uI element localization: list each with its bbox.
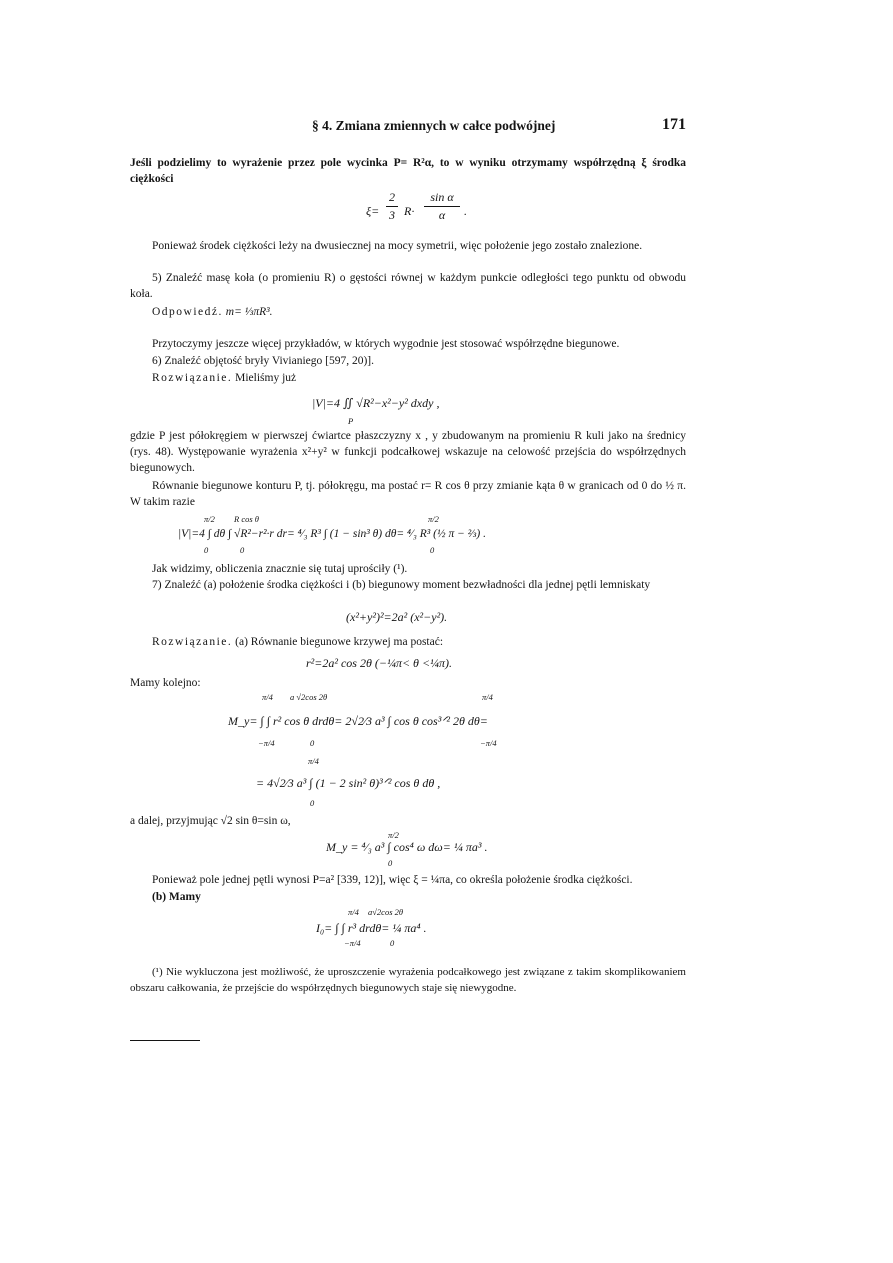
footnote: (¹) Nie wykluczona jest możliwość, że uproszczenie wyrażenia podcałkowego jest związane z takim skomplikowaniem obszaru całkowania, że przejście do współrzędnych biegunowych staje się niewygodne. [130, 966, 686, 994]
limit-lower: −π/4 [480, 738, 497, 748]
solution-label: Rozwiązanie. [152, 636, 233, 648]
answer-line [130, 304, 686, 320]
paragraph-8: Jak widzimy, obliczenia znacznie się tutaj uprościły (¹). [152, 563, 408, 575]
answer-label: Odpowiedź. [152, 306, 223, 318]
limit-upper: π/2 [428, 514, 439, 524]
xi-lhs: ξ= [366, 204, 380, 218]
equation-my-line-2: = 4√2⁄3 a³ ∫ (1 − 2 sin² θ)³ᐟ² cos θ dθ , [256, 776, 441, 790]
limit-upper: π/2 [204, 514, 215, 524]
limit-lower: 0 [310, 738, 315, 748]
fraction-numerator: 2 [389, 190, 395, 204]
solution-line-1 [130, 370, 686, 386]
xi-middle: R· [404, 204, 415, 218]
limit-upper: a √2cos 2θ [290, 692, 328, 702]
limit-lower: 0 [310, 798, 315, 808]
equation-my-line-1: M_y= ∫ ∫ r² cos θ drdθ= 2√2⁄3 a³ ∫ cos θ cos³ᐟ² 2θ dθ= [228, 714, 488, 728]
fraction-two-thirds [386, 190, 398, 223]
answer-value: m= ⅓πR³. [225, 306, 273, 318]
paragraph-12: Ponieważ pole jednej pętli wynosi P=a² [339, 12)], więc ξ = ¼πa, co określa położenie środka ciężkości. [152, 874, 633, 886]
limit-upper: a√2cos 2θ [368, 907, 404, 917]
fraction-numerator: sin α [430, 190, 454, 204]
solution-text: Mieliśmy już [235, 372, 297, 384]
paragraph-5: 6) Znaleźć objętość bryły Vivianiego [597, 20)]. [152, 355, 375, 367]
limit-lower: 0 [204, 545, 209, 555]
solution-line-2 [130, 634, 686, 650]
footnote-rule [130, 1040, 200, 1041]
equation-volume-def: |V|=4 ∬ √R²−x²−y² dxdy , [312, 396, 440, 410]
limit-lower: 0 [430, 545, 435, 555]
limit-upper: R cos θ [234, 514, 259, 524]
equation-my-line-3: M_y = ⁴⁄₃ a³ ∫ cos⁴ ω dω= ¼ πa³ . [326, 840, 488, 854]
solution-text: (a) Równanie biegunowe krzywej ma postać: [235, 636, 444, 648]
equation-xi [366, 190, 496, 232]
running-header [130, 118, 686, 138]
xi-end: . [464, 204, 467, 218]
limit-upper: π/4 [482, 692, 493, 702]
limit-upper: π/4 [308, 756, 319, 766]
fraction-denominator: 3 [389, 208, 395, 222]
limit-lower: −π/4 [344, 938, 361, 948]
page-number: 171 [662, 116, 686, 133]
limit-upper: π/4 [348, 907, 359, 917]
paragraph-11: a dalej, przyjmując √2 sin θ=sin ω, [130, 815, 291, 827]
equation-i0: I₀= ∫ ∫ r³ drdθ= ¼ πa⁴ . [316, 921, 427, 935]
equation-polar-curve: r²=2a² cos 2θ (−¼π< θ <¼π). [306, 656, 453, 670]
running-title: § 4. Zmiana zmiennych w całce podwójnej [312, 118, 556, 133]
paragraph-4: Przytoczymy jeszcze więcej przykładów, w których wygodnie jest stosować współrzędne biegunowe. [152, 338, 620, 350]
paragraph-10: Mamy kolejno: [130, 677, 201, 689]
paragraph-9: 7) Znaleźć (a) położenie środka ciężkości i (b) biegunowy moment bezwładności dla jednej pętli lemniskaty [152, 579, 651, 591]
limit-lower: 0 [240, 545, 245, 555]
paragraph-1: Jeśli podzielimy to wyrażenie przez pole wycinka P= R²α, to w wyniku otrzymamy współrzędną ξ środka ciężkości [130, 157, 686, 185]
fraction-denominator: α [438, 208, 446, 222]
paragraph-13: (b) Mamy [152, 891, 201, 903]
limit-lower: −π/4 [258, 738, 275, 748]
limit-upper: π/2 [388, 830, 399, 840]
equation-lemniscate: (x²+y²)²=2a² (x²−y²). [346, 610, 448, 624]
limit-upper: π/4 [262, 692, 273, 702]
equation-volume-domain: P [348, 416, 354, 426]
limit-lower: 0 [388, 858, 393, 868]
equation-volume-polar: |V|=4 ∫ dθ ∫ √R²−r²·r dr= ⁴⁄₃ R³ ∫ (1 − sin³ θ) dθ= ⁴⁄₃ R³ (½ π − ⅔) . [178, 528, 486, 540]
paragraph-3: 5) Znaleźć masę koła (o promieniu R) o gęstości równej w każdym punkcie odległości tego punktu od obwodu koła. [130, 272, 686, 300]
paragraph-7: Równanie biegunowe konturu P, tj. półokręgu, ma postać r= R cos θ przy zmianie kąta θ w granicach od 0 do ½ π. W takim razie [130, 480, 686, 508]
paragraph-2: Ponieważ środek ciężkości leży na dwusiecznej na mocy symetrii, więc położenie jego zostało znalezione. [152, 240, 643, 252]
limit-lower: 0 [390, 938, 395, 948]
fraction-sin-alpha [424, 190, 460, 223]
solution-label: Rozwiązanie. [152, 372, 233, 384]
paragraph-6: gdzie P jest półokręgiem w pierwszej ćwiartce płaszczyzny x , y zbudowanym na promieniu R kuli jako na średnicy (rys. 48). Występowanie wyrażenia x²+y² w funkcji podcałkowej wskazuje na celowość przejścia do współrzędnych biegunowych. [130, 430, 686, 474]
